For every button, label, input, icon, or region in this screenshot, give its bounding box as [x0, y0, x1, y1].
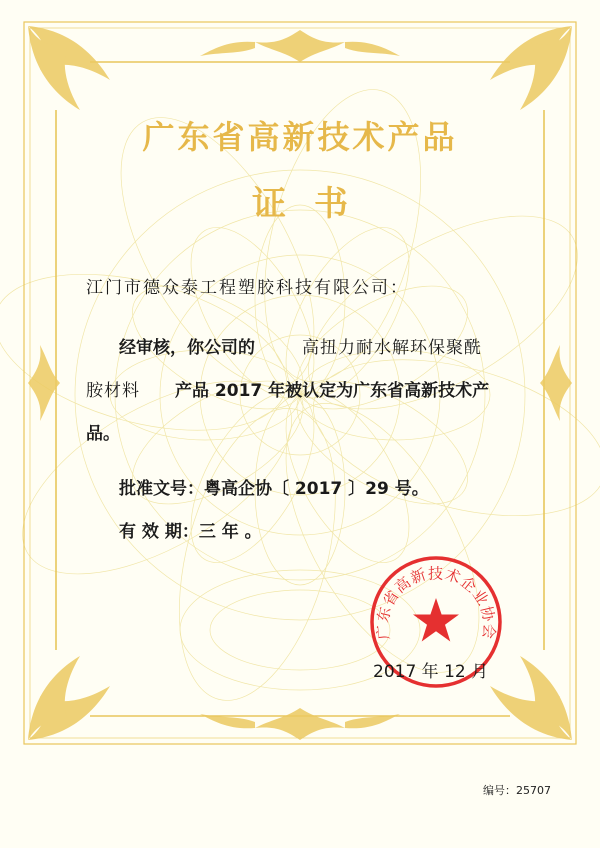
recipient-company: 江门市德众泰工程塑胶科技有限公司：	[86, 278, 409, 298]
product-name-part1: 高扭力耐水解环保聚酰	[302, 338, 482, 358]
validity-period: 有 效 期：三 年 。	[119, 522, 262, 542]
seal-star-icon	[413, 598, 459, 642]
body-mid: 产品 2017 年被认定为广东省高新技术产	[175, 381, 490, 401]
certificate-title: 广东省高新技术产品	[142, 118, 458, 156]
body-end: 品。	[86, 424, 120, 444]
product-name-part2: 胺材料	[86, 381, 140, 401]
body-lead: 经审核，你公司的	[119, 338, 255, 358]
approval-number: 批准文号：粤高企协〔 2017 〕29 号。	[119, 479, 429, 499]
seal-text: 广东省高新技术企业协会	[373, 564, 499, 641]
certificate-subtitle: 证书	[252, 184, 376, 224]
serial-number: 编号：25707	[483, 784, 551, 797]
issue-date: 2017 年 12 月	[373, 662, 489, 682]
